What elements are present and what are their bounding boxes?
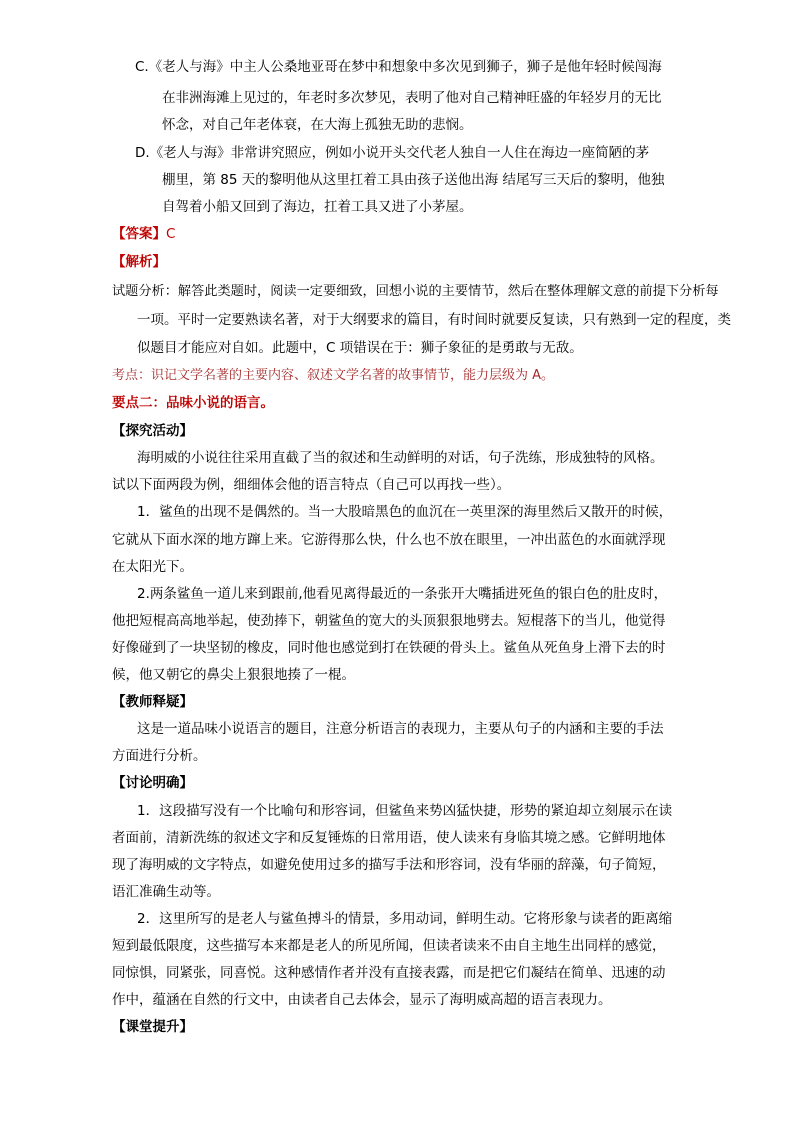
option-c-line-2: 在非洲海滩上见过的，年老时多次梦见，表明了他对自己精神旺盛的年轻岁月的无比 xyxy=(162,90,662,106)
explore-item2-line-4: 候，他又朝它的鼻尖上狠狠地揍了一棍。 xyxy=(112,667,355,683)
discuss-item1-line-3: 现了海明威的文字特点，如避免使用过多的描写手法和形容词，没有华丽的辞藻，句子简短， xyxy=(112,857,666,873)
answer-value: C xyxy=(166,226,176,242)
analysis-label: 【解析】 xyxy=(112,254,166,270)
option-d-line-3: 自驾着小船又回到了海边，扛着工具又进了小茅屋。 xyxy=(162,199,473,215)
discuss-item2-line-1: 2．这里所写的是老人与鲨鱼搏斗的情景，多用动词，鲜明生动。它将形象与读者的距离缩 xyxy=(137,911,673,927)
kaodian-line: 考点：识记文学名著的主要内容、叙述文学名著的故事情节，能力层级为 A。 xyxy=(112,368,555,383)
discuss-item2-line-4: 作中，蕴涵在自然的行文中，由读者自己去体会，显示了海明威高超的语言表现力。 xyxy=(112,992,612,1008)
explore-item2-line-2: 他把短棍高高地举起，使劲捧下，朝鲨鱼的宽大的头顶狠狠地劈去。短棍落下的当儿，他觉得 xyxy=(112,613,666,629)
discuss-item2-line-3: 同惊惧，同紧张，同喜悦。这种感情作者并没有直接表露，而是把它们凝结在简单、迅速的动 xyxy=(112,965,666,981)
teacher-label: 【教师释疑】 xyxy=(112,694,193,710)
analysis-line-2: 一项。平时一定要熟读名著，对于大纲要求的篇目，有时间时就要反复读，只有熟到一定的程度，类 xyxy=(137,312,731,328)
explore-item1-line-1: 1．鲨鱼的出现不是偶然的。当一大股暗黑色的血沉在一英里深的海里然后又散开的时候， xyxy=(137,504,673,520)
explore-label: 【探究活动】 xyxy=(112,423,193,439)
teacher-line-1: 这是一道品味小说语言的题目，注意分析语言的表现力，主要从句子的内涵和主要的手法 xyxy=(137,721,664,737)
explore-line-2: 试以下面两段为例，细细体会他的语言特点（自己可以再找一些）。 xyxy=(112,477,511,493)
class-improve-label: 【课堂提升】 xyxy=(112,1019,193,1035)
discuss-item1-line-4: 语汇准确生动等。 xyxy=(112,884,220,900)
explore-item1-line-3: 在太阳光下。 xyxy=(112,559,193,575)
analysis-line-3: 似题目才能应对自如。此题中，C 项错误在于：狮子象征的是勇敢与无敌。 xyxy=(137,340,583,356)
discuss-item1-line-1: 1．这段描写没有一个比喻句和形容词，但鲨鱼来势凶猛快捷，形势的紧迫却立刻展示在读 xyxy=(137,803,673,819)
teacher-line-2: 方面进行分析。 xyxy=(112,748,207,764)
analysis-line-1: 试题分析：解答此类题时，阅读一定要细致，回想小说的主要情节，然后在整体理解文意的前提下分析每 xyxy=(112,284,719,299)
answer-line xyxy=(112,224,175,244)
explore-item2-line-3: 好像碰到了一块坚韧的橡皮，同时他也感觉到打在铁硬的骨头上。鲨鱼从死鱼身上滑下去的时 xyxy=(112,640,666,656)
explore-line-1: 海明威的小说往往采用直截了当的叙述和生动鲜明的对话，句子洗练，形成独特的风格。 xyxy=(137,450,664,466)
option-d-line-1: D.《老人与海》非常讲究照应，例如小说开头交代老人独自一人住在海边一座简陋的茅 xyxy=(135,145,650,161)
option-d-line-2: 棚里，第 85 天的黎明他从这里扛着工具由孩子送他出海 结尾写三天后的黎明，他独 xyxy=(162,172,665,188)
point2-title: 要点二：品味小说的语言。 xyxy=(112,395,274,411)
discuss-label: 【讨论明确】 xyxy=(112,775,193,791)
discuss-item2-line-2: 短到最低限度，这些描写本来都是老人的所见所闻，但读者读来不由自主地生出同样的感觉， xyxy=(112,938,666,954)
discuss-item1-line-2: 者面前，清新洗练的叙述文字和反复锤炼的日常用语，使人读来有身临其境之感。它鲜明地体 xyxy=(112,830,666,846)
answer-label: 【答案】 xyxy=(112,226,166,242)
explore-item2-line-1: 2.两条鲨鱼一道儿来到跟前,他看见离得最近的一条张开大嘴插进死鱼的银白色的肚皮时， xyxy=(137,586,668,602)
option-c-line-1: C.《老人与海》中主人公桑地亚哥在梦中和想象中多次见到狮子，狮子是他年轻时候闯海 xyxy=(135,59,662,75)
explore-item1-line-2: 它就从下面水深的地方蹿上来。它游得那么快，什么也不放在眼里，一冲出蓝色的水面就浮现 xyxy=(112,532,666,548)
option-c-line-3: 怀念，对自己年老体衰，在大海上孤独无助的悲悯。 xyxy=(162,117,473,133)
